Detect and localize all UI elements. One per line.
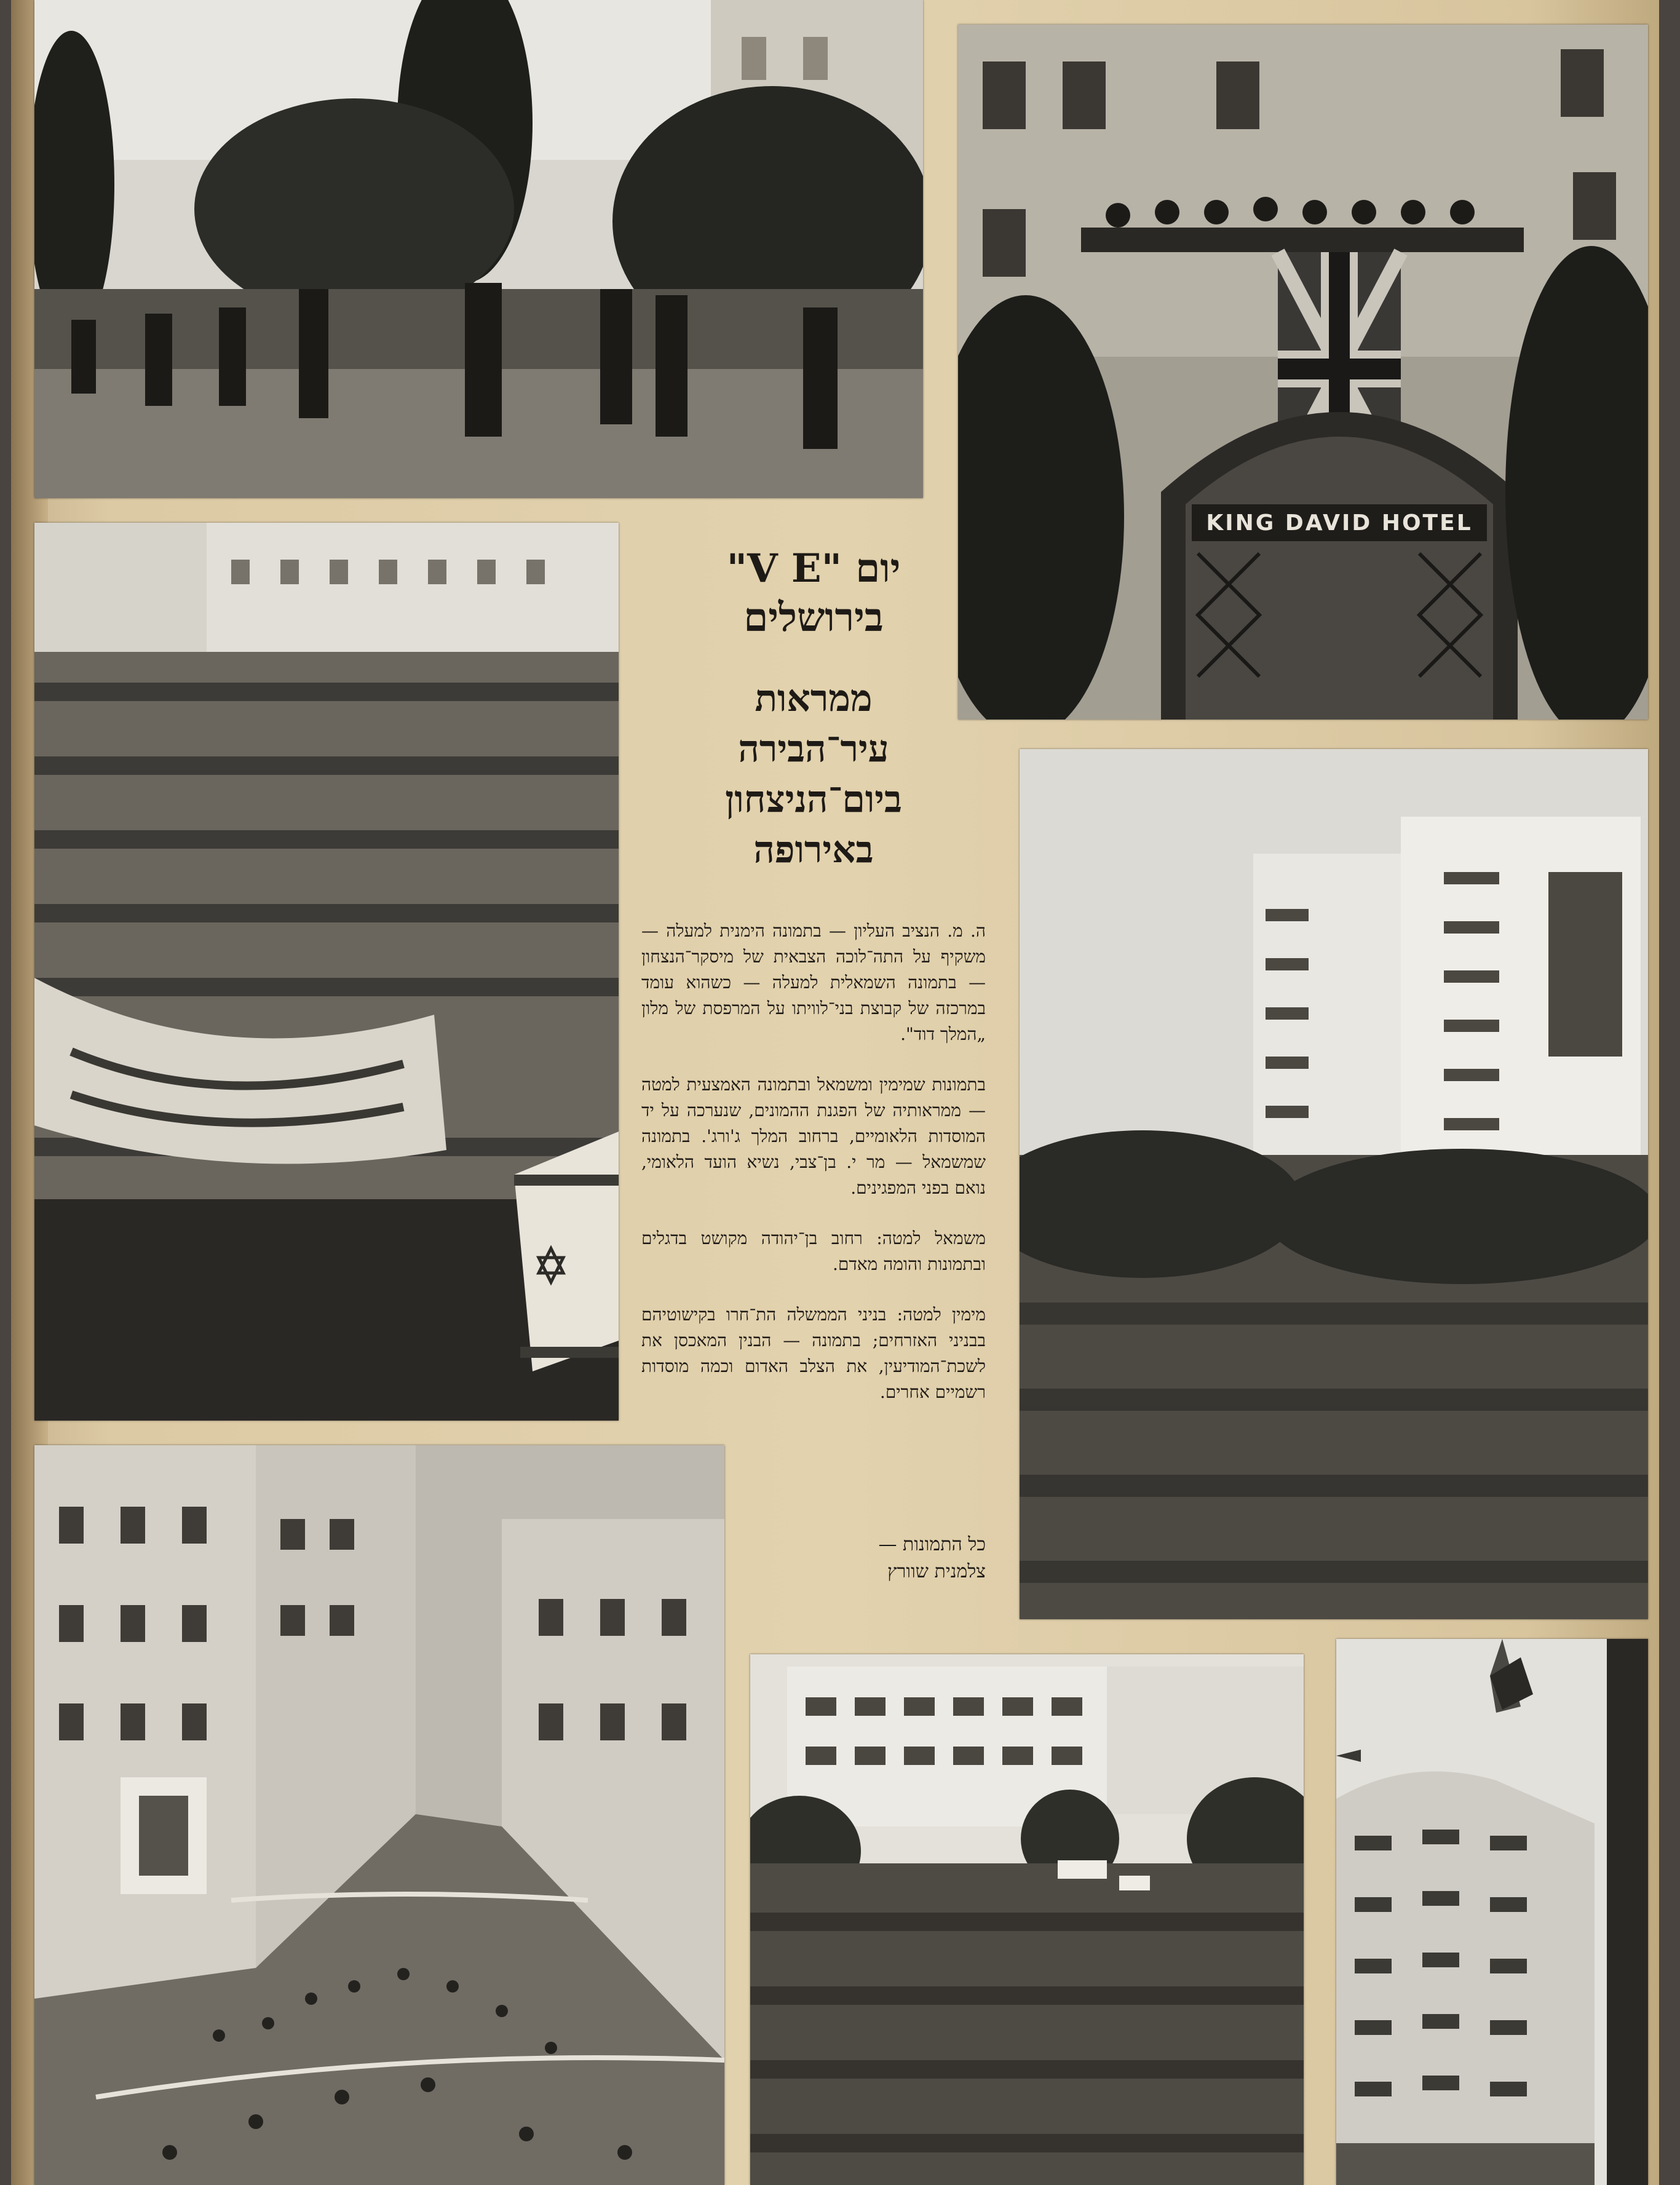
credit-line1: כל התמונות —: [878, 1534, 986, 1555]
photo-king-david-hotel: [958, 25, 1648, 720]
caption-paragraph-4: מימין למטה: בניני הממשלה הת־חרו בקישוטיהם בבניני האזרחים; בתמונה — הבנין המאכסן את לשכת־המודיעין, את הצלב האדום וכמה מוסדות רשמיים אחרים.: [641, 1304, 986, 1402]
caption-paragraph-1: ה. מ. הנציב העליון — בתמונה הימנית למעלה — משקיף על התה־לוכה הצבאית של מיסקר־הנצחון — בתמונה השמאלית למעלה — כשהוא עומד במרכזה של קבוצת בני־לוויתו על המרפסת של מלון „המלך דוד".: [641, 921, 986, 1044]
caption-paragraph-3: משמאל למטה: רחוב בן־יהודה מקושט בדגלים ובתמונות והומה מאדם.: [641, 1228, 986, 1274]
article-text-column: [641, 544, 986, 1430]
subheadline-line2: עיר־הבירה: [738, 728, 889, 771]
subheadline-line3: ביום־הניצחון: [725, 778, 902, 821]
photo-military-parade: [34, 0, 923, 498]
photo-crowd-apartments: [1020, 749, 1648, 1619]
photo-government-building: [1336, 1639, 1648, 2185]
hotel-sign-text: KING DAVID HOTEL: [1206, 510, 1473, 536]
photo-ben-yehuda-street: [34, 1445, 724, 2185]
photo-crowd-national-institutions: [750, 1654, 1304, 2185]
photo-credit: [749, 1531, 986, 1585]
photo-crowd-banner: [34, 523, 619, 1421]
subheadline-line1: ממראות: [755, 677, 873, 720]
caption-paragraph-2: בתמונות שמימין ומשמאל ובתמונה האמצעית למטה — ממראותיה של הפגנת ההמונים, שנערכה על יד המוסדות הלאומיים, ברחוב המלך ג'ורג'. בתמונה שמשמאל — מר י. בן־צבי, נשיא הועד הלאומי, נואם בפני המפגינים.: [641, 1074, 986, 1198]
credit-line2: צלמנית שוורץ: [887, 1561, 986, 1582]
subheadline-line4: באירופה: [753, 828, 874, 871]
headline-line1: יום "V E": [726, 545, 901, 592]
magazine-page: [11, 0, 1659, 2185]
headline-line2: בירושלים: [743, 595, 884, 641]
